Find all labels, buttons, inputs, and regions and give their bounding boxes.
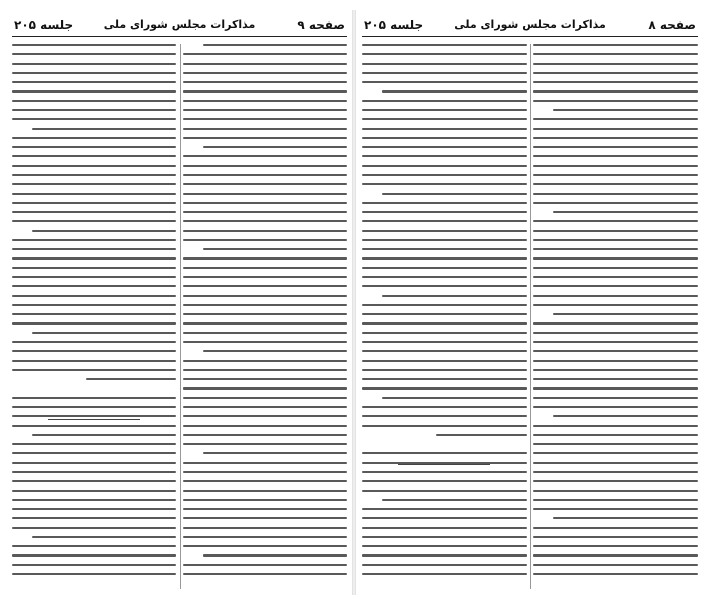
text-line [362,406,527,408]
text-line [362,230,527,232]
text-line [362,332,527,334]
text-line [533,53,698,55]
text-line [533,174,698,176]
text-line [362,350,527,352]
text-line [382,193,527,195]
text-line [12,165,176,167]
text-line [12,72,176,74]
text-line [12,573,176,575]
text-line [183,276,347,278]
text-line [362,415,527,417]
text-line [12,90,176,92]
right-page-number: صفحه ۸ [648,18,696,32]
text-line [362,387,527,389]
text-line [12,146,176,148]
text-line [533,564,698,566]
column-text-lines [362,44,527,589]
text-line [12,118,176,120]
text-line [533,508,698,510]
text-line [533,480,698,482]
text-line [362,545,527,547]
text-line [183,90,347,92]
right-page-column-left [362,44,527,589]
text-line [32,434,176,436]
text-line [183,480,347,482]
text-line [12,276,176,278]
text-line [183,128,347,130]
text-line [12,499,176,501]
left-page [12,14,347,589]
text-line [12,174,176,176]
column-text-lines [12,44,176,589]
text-line [12,471,176,473]
right-page-title: مذاکرات مجلس شورای ملی [454,18,606,31]
text-line [533,230,698,232]
text-line [533,360,698,362]
text-line [362,471,527,473]
text-line [12,295,176,297]
text-line [362,109,527,111]
text-line [12,248,176,250]
text-line [362,174,527,176]
text-line [12,211,176,213]
text-line [362,369,527,371]
right-page-session: جلسه ۲۰۵ [364,18,424,32]
text-line [362,480,527,482]
text-line [32,332,176,334]
text-line [533,397,698,399]
text-line [183,564,347,566]
text-line [183,462,347,464]
text-line [12,109,176,111]
text-line [203,554,347,556]
text-line [362,165,527,167]
text-line [533,573,698,575]
text-line [183,239,347,241]
text-line [362,137,527,139]
section-divider [48,419,140,420]
column-rule [180,44,181,589]
header-rule [362,36,698,37]
text-line [12,313,176,315]
text-line [362,183,527,185]
right-page [362,14,698,589]
text-line [183,425,347,427]
text-line [203,146,347,148]
text-line [183,63,347,65]
text-line [533,44,698,46]
text-line [183,378,347,380]
section-divider [398,464,490,465]
text-line [183,174,347,176]
text-line [362,490,527,492]
text-line [12,490,176,492]
text-line [183,155,347,157]
text-line [362,146,527,148]
text-line [533,285,698,287]
text-line [183,322,347,324]
text-line [183,304,347,306]
text-line [203,350,347,352]
text-line [12,406,176,408]
text-line [183,387,347,389]
text-line [183,193,347,195]
text-line [183,573,347,575]
text-line [533,443,698,445]
text-line [12,63,176,65]
text-line [12,425,176,427]
text-line [12,480,176,482]
text-line [183,267,347,269]
left-page-session: جلسه ۲۰۵ [14,18,74,32]
text-line [362,248,527,250]
text-line [533,72,698,74]
text-line [436,434,527,436]
text-line [553,313,698,315]
text-line [12,81,176,83]
left-page-column-left [12,44,176,589]
header-rule [12,36,347,37]
text-line [533,248,698,250]
text-line [362,63,527,65]
text-line [362,100,527,102]
text-line [533,499,698,501]
text-line [533,471,698,473]
text-line [183,369,347,371]
text-line [362,527,527,529]
text-line [183,230,347,232]
text-line [183,527,347,529]
text-line [553,415,698,417]
text-line [183,72,347,74]
text-line [32,128,176,130]
text-line [12,193,176,195]
text-line [362,72,527,74]
left-page-header [12,14,347,40]
text-line [12,322,176,324]
text-line [183,220,347,222]
text-line [362,257,527,259]
text-line [533,118,698,120]
text-line [362,536,527,538]
text-line [12,285,176,287]
text-line [12,452,176,454]
text-line [382,90,527,92]
text-line [533,341,698,343]
text-line [12,397,176,399]
text-line [12,360,176,362]
text-line [362,452,527,454]
text-line [362,554,527,556]
text-line [12,137,176,139]
text-line [553,109,698,111]
text-line [12,44,176,46]
text-line [183,341,347,343]
left-page-number: صفحه ۹ [297,18,345,32]
text-line [12,100,176,102]
text-line [183,295,347,297]
text-line [183,360,347,362]
column-text-lines [533,44,698,589]
text-line [12,257,176,259]
text-line [12,517,176,519]
text-line [533,128,698,130]
text-line [533,425,698,427]
text-line [362,155,527,157]
text-line [12,545,176,547]
text-line [183,397,347,399]
text-line [533,350,698,352]
text-line [533,220,698,222]
text-line [382,499,527,501]
text-line [533,276,698,278]
text-line [12,508,176,510]
text-line [553,517,698,519]
text-line [362,573,527,575]
text-line [183,406,347,408]
text-line [12,183,176,185]
text-line [362,378,527,380]
text-line [183,332,347,334]
text-line [183,211,347,213]
text-line [183,536,347,538]
text-line [183,257,347,259]
text-line [533,452,698,454]
text-line [533,146,698,148]
left-page-title: مذاکرات مجلس شورای ملی [103,18,256,31]
text-line [533,90,698,92]
text-line [183,434,347,436]
text-line [533,183,698,185]
text-line [362,239,527,241]
text-line [362,341,527,343]
text-line [12,202,176,204]
text-line [12,304,176,306]
text-line [12,155,176,157]
text-line [382,295,527,297]
text-line [12,267,176,269]
column-text-lines [183,44,347,589]
text-line [533,165,698,167]
text-line [183,313,347,315]
text-line [533,378,698,380]
text-line [12,564,176,566]
text-line [183,517,347,519]
text-line [533,434,698,436]
right-page-header [362,14,698,40]
text-line [362,53,527,55]
text-line [382,397,527,399]
text-line [183,499,347,501]
text-line [362,44,527,46]
text-line [362,276,527,278]
text-line [533,332,698,334]
text-line [362,425,527,427]
text-line [362,202,527,204]
text-line [533,193,698,195]
text-line [203,44,347,46]
text-line [362,322,527,324]
text-line [362,128,527,130]
text-line [362,304,527,306]
text-line [362,118,527,120]
text-line [12,443,176,445]
binding-gutter [352,10,356,595]
text-line [32,230,176,232]
text-line [533,100,698,102]
text-line [533,63,698,65]
text-line [533,527,698,529]
text-line [12,554,176,556]
text-line [533,257,698,259]
text-line [362,267,527,269]
text-line [183,508,347,510]
text-line [533,536,698,538]
text-line [183,202,347,204]
text-line [533,462,698,464]
text-line [362,564,527,566]
text-line [362,313,527,315]
text-line [12,527,176,529]
text-line [362,517,527,519]
text-line [12,53,176,55]
text-line [183,285,347,287]
text-line [12,350,176,352]
text-line [533,155,698,157]
text-line [183,165,347,167]
text-line [533,304,698,306]
text-line [183,100,347,102]
text-line [533,554,698,556]
text-line [362,81,527,83]
text-line [183,53,347,55]
text-line [553,211,698,213]
text-line [12,341,176,343]
text-line [533,239,698,241]
text-line [183,545,347,547]
text-line [362,508,527,510]
text-line [533,202,698,204]
text-line [183,471,347,473]
text-line [362,285,527,287]
text-line [12,220,176,222]
right-page-columns [362,44,698,589]
text-line [12,239,176,241]
text-line [183,137,347,139]
text-line [533,267,698,269]
text-line [533,137,698,139]
text-line [12,462,176,464]
text-line [362,360,527,362]
right-page-column-right [533,44,698,589]
column-rule [530,44,531,589]
text-line [183,109,347,111]
text-line [533,406,698,408]
text-line [183,490,347,492]
text-line [183,183,347,185]
text-line [183,81,347,83]
text-line [533,295,698,297]
left-page-column-right [183,44,347,589]
text-line [203,452,347,454]
text-line [362,220,527,222]
text-line [183,443,347,445]
text-line [533,322,698,324]
text-line [203,248,347,250]
left-page-columns [12,44,347,589]
text-line [12,369,176,371]
text-line [362,211,527,213]
text-line [86,378,176,380]
text-line [533,387,698,389]
text-line [533,490,698,492]
text-line [183,415,347,417]
text-line [533,369,698,371]
text-line [32,536,176,538]
text-line [12,415,176,417]
text-line [533,545,698,547]
text-line [533,81,698,83]
text-line [183,118,347,120]
